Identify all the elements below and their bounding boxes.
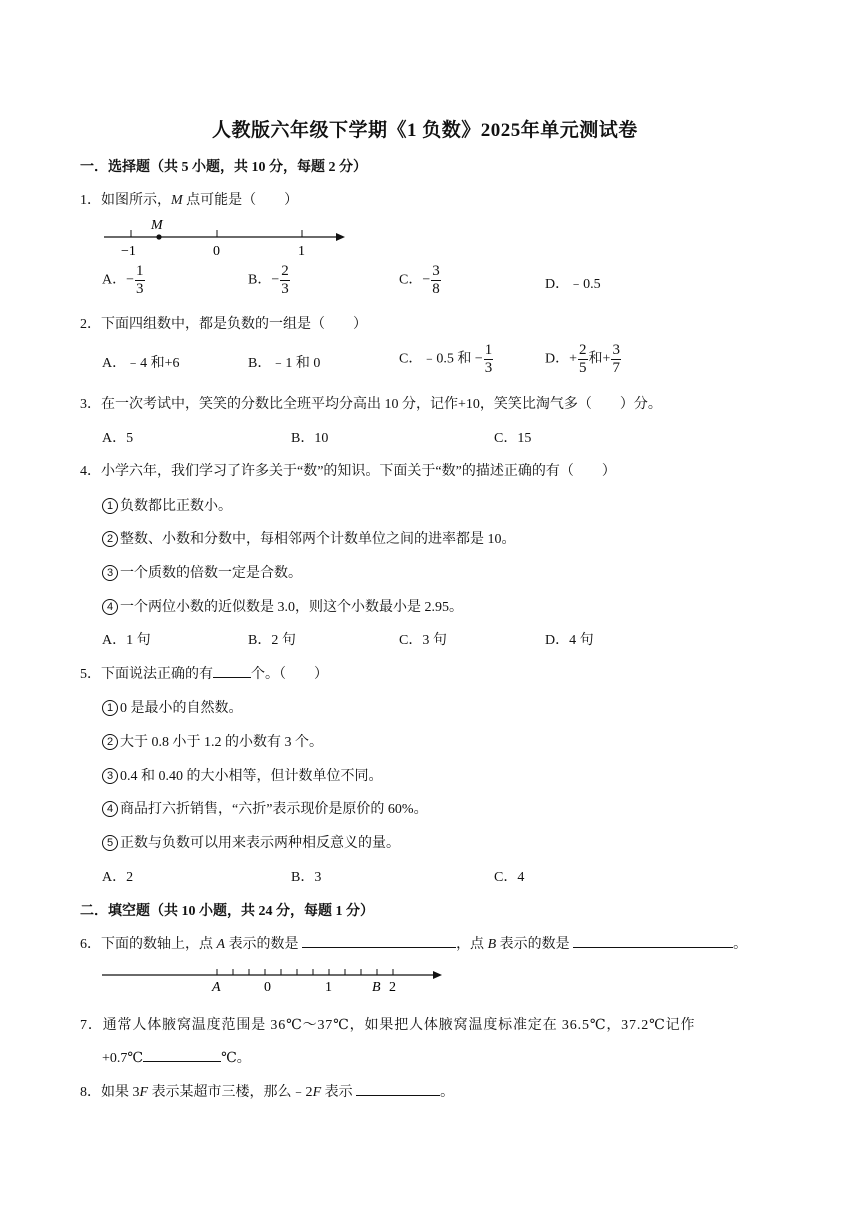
q2-option-a[interactable]: A．﹣4 和+6 [102,356,180,371]
fraction: $\frac{2}{5}$ [579,342,587,376]
question-2: 2．下面四组数中，都是负数的一组是（ ） [80,317,367,332]
q2-option-c[interactable]: C．﹣0.5 和 − $\frac{1}{3}$ [399,342,493,376]
tick-label: 1 [325,980,332,995]
question-7-line-1: 7．通常人体腋窝温度范围是 36℃～37℃，如果把人体腋窝温度标准定在 36.5℃，37.2℃记作 [80,1018,696,1033]
q4-statement-3: 3 一个质数的倍数一定是合数。 [102,562,302,582]
answer-blank-a[interactable] [302,933,456,948]
question-1: 1．如图所示，M 点可能是（ ） [80,193,299,208]
q1-option-c[interactable]: C．− $\frac{3}{8}$ [399,263,440,297]
section-heading-choice: 一．选择题（共 5 小题，共 10 分，每题 2 分） [80,160,367,175]
q3-option-b[interactable]: B．10 [291,431,329,446]
q4-statement-1: 1 负数都比正数小。 [102,495,232,515]
q4-option-a[interactable]: A．1 句 [102,633,151,648]
q3-option-c[interactable]: C．15 [494,431,532,446]
q5-statement-5: 5 正数与负数可以用来表示两种相反意义的量。 [102,832,400,852]
fraction: $\frac{1}{3}$ [136,263,144,297]
number-line-q1 [100,214,350,260]
question-7-line-2: +0.7℃ ℃。 [102,1047,251,1067]
q4-statement-4: 4 一个两位小数的近似数是 3.0，则这个小数最小是 2.95。 [102,596,463,616]
question-5: 5．下面说法正确的有 个。（ ） [80,663,328,683]
q5-statement-3: 3 0.4 和 0.40 的大小相等，但计数单位不同。 [102,765,383,785]
q5-option-b[interactable]: B．3 [291,870,322,885]
tick-label: 1 [298,244,305,259]
fraction: $\frac{3}{7}$ [612,342,620,376]
fraction: $\frac{3}{8}$ [432,263,440,297]
axis-arrow [433,971,442,979]
fraction: $\frac{1}{3}$ [484,342,493,376]
q4-statement-2: 2 整数、小数和分数中，每相邻两个计数单位之间的进率都是 10。 [102,528,516,548]
q5-option-a[interactable]: A．2 [102,870,134,885]
q1-option-b[interactable]: B．− $\frac{2}{3}$ [248,263,289,297]
answer-blank[interactable] [143,1047,221,1062]
question-8: 8．如果 3F 表示某超市三楼，那么﹣2F 表示 。 [80,1081,454,1101]
tick-label: 0 [264,980,271,995]
tick-label: 2 [389,980,396,995]
q2-option-b[interactable]: B．﹣1 和 0 [248,356,321,371]
q4-option-b[interactable]: B．2 句 [248,633,296,648]
answer-blank-b[interactable] [573,933,733,948]
question-4: 4．小学六年，我们学习了许多关于“数”的知识。下面关于“数”的描述正确的有（ ） [80,464,616,479]
q5-option-c[interactable]: C．4 [494,870,525,885]
q5-statement-4: 4 商品打六折销售，“六折”表示现价是原价的 60%。 [102,798,428,818]
q5-statement-2: 2 大于 0.8 小于 1.2 的小数有 3 个。 [102,731,323,751]
question-3: 3．在一次考试中，笑笑的分数比全班平均分高出 10 分，记作+10，笑笑比淘气多（ ）分。 [80,397,662,412]
q4-option-c[interactable]: C．3 句 [399,633,447,648]
q1-option-d[interactable]: D．﹣0.5 [545,277,601,292]
answer-blank[interactable] [356,1081,440,1096]
q1-option-a[interactable]: A．− $\frac{1}{3}$ [102,263,144,297]
point-a-label: A [212,980,221,995]
q3-option-a[interactable]: A．5 [102,431,134,446]
q2-option-d[interactable]: D．+ $\frac{2}{5}$ 和+ $\frac{3}{7}$ [545,342,620,376]
number-line-q6 [100,964,445,996]
answer-blank[interactable] [213,663,251,678]
page-title: 人教版六年级下学期《1 负数》2025年单元测试卷 [212,120,638,141]
point-m-label: M [151,218,163,233]
question-6: 6．下面的数轴上，点 A 表示的数是 ，点 B 表示的数是 。 [80,933,747,953]
point-b-label: B [372,980,381,995]
q4-option-d[interactable]: D．4 句 [545,633,594,648]
tick-label: 0 [213,244,220,259]
point-m [156,234,161,239]
tick-label: −1 [121,244,136,259]
fraction: $\frac{2}{3}$ [281,263,289,297]
axis-arrow [336,233,345,241]
section-heading-fill: 二．填空题（共 10 小题，共 24 分，每题 1 分） [80,904,374,919]
q5-statement-1: 1 0 是最小的自然数。 [102,697,243,717]
